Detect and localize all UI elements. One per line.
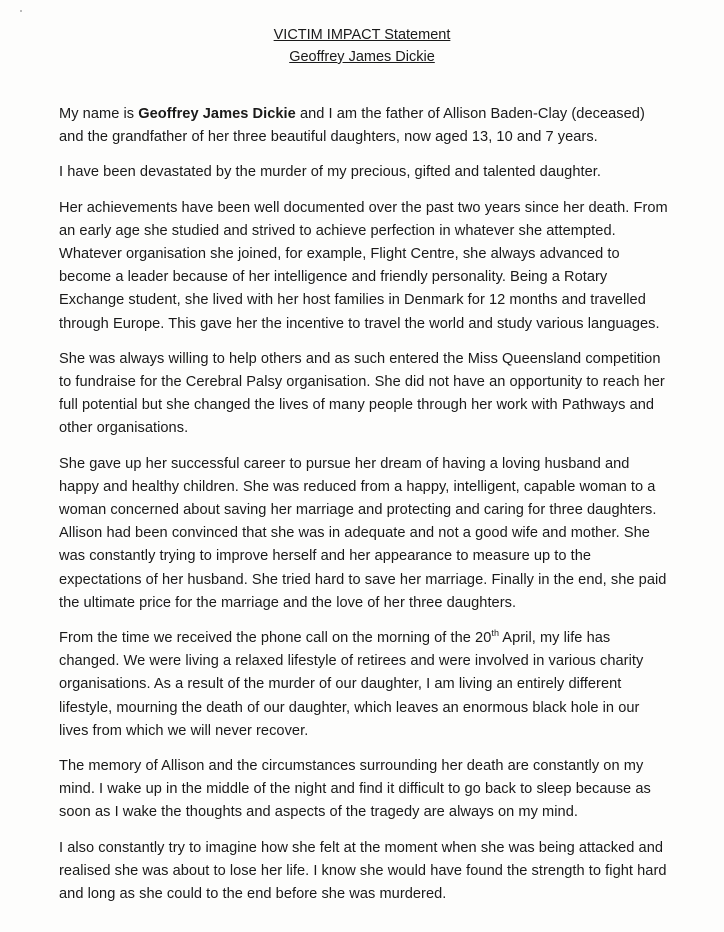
statement-body <box>59 103 671 918</box>
document-author-name: Geoffrey James Dickie <box>289 49 435 65</box>
paragraph-helping-others: She was always willing to help others and as such entered the Miss Queensland competition to fundraise for the Cerebral Palsy organisation. She did not have an opportunity to reach her full potential but she changed the lives of many people through her work with Pathways and other organisations. <box>59 350 665 437</box>
intro-text-end: and I am the father of Allison Baden-Clay (deceased) and the grandfather of her three beautiful daughters, now aged 13, 10 and 7 years. <box>59 106 645 146</box>
paragraph-achievements: Her achievements have been well documented over the past two years since her death. From an early age she studied and strived to achieve perfection in whatever she attempted. Whatever organisation she joined, for example, Flight Centre, she always advanced to become a leader because of her intelligence and friendly personality. Being a Rotary Exchange student, she lived with her host families in Denmark for 12 months and travelled through Europe. This gave her the incentive to travel the world and study various languages. <box>59 199 668 332</box>
paragraph-intro <box>59 103 671 149</box>
paragraph-memory: The memory of Allison and the circumstances surrounding her death are constantly on my mind. I wake up in the middle of the night and find it difficult to go back to sleep because as soon as I wake the thoughts and aspects of the tragedy are always on my mind. <box>59 758 651 821</box>
paragraph-devastated: I have been devastated by the murder of my precious, gifted and talented daughter. <box>59 164 601 181</box>
phone-call-text-end: April, my life has changed. We were living a relaxed lifestyle of retirees and were involved in various charity organisations. As a result of the murder of our daughter, I am living an entirely different lifestyle, mourning the death of our daughter, which leaves an enormous black hole in our lives from which we will never recover. <box>59 630 644 739</box>
document-title: VICTIM IMPACT Statement <box>273 27 451 43</box>
phone-call-text-start: From the time we received the phone call on the morning of the 20 <box>59 630 492 647</box>
author-name-bold: Geoffrey James Dickie <box>138 106 296 122</box>
ordinal-superscript: th <box>491 628 499 639</box>
intro-text-start: My name is <box>59 106 139 122</box>
paragraph-imagine: I also constantly try to imagine how she felt at the moment when she was being attacked and realised she was about to lose her life. I know she would have found the strength to fight hard and long as she could to the end before she was murdered. <box>59 839 667 903</box>
paragraph-career: She gave up her successful career to pursue her dream of having a loving husband and happy and healthy children. She was reduced from a happy, intelligent, capable woman to a woman concerned about saving her marriage and protecting and caring for three daughters. Allison had been convinced that she was in adequate and not a good wife and mother. She was constantly trying to improve herself and her appearance to measure up to the expectations of her husband. She tried hard to save her marriage. Finally in the end, she paid the ultimate price for the marriage and the love of her three daughters. <box>59 455 667 611</box>
paragraph-phone-call <box>59 627 671 743</box>
document-header <box>0 24 724 68</box>
scan-speck <box>20 10 22 12</box>
